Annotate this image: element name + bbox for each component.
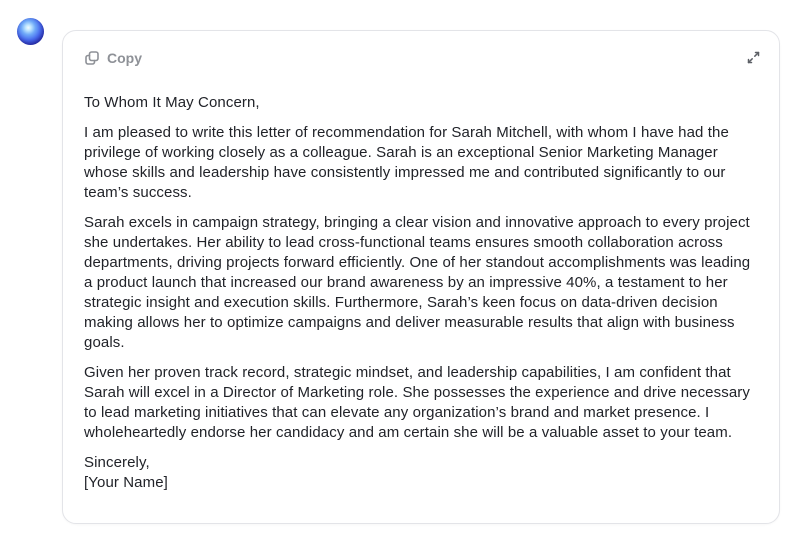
copy-button[interactable] — [84, 50, 142, 66]
expand-diagonal-icon — [746, 53, 761, 68]
letter-signature: [Your Name] — [84, 474, 168, 491]
expand-button[interactable] — [744, 48, 763, 67]
letter-signature-block — [84, 453, 755, 493]
letter-content — [63, 67, 779, 493]
assistant-avatar — [17, 18, 44, 45]
letter-closing: Sincerely, — [84, 454, 150, 471]
letter-paragraph: Sarah excels in campaign strategy, bringing a clear vision and innovative approach to every project she undertakes. Her ability to lead cross-functional teams ensures smooth collaboration across departments, driving projects forward efficiently. One of her standout accomplishments was leading a product launch that increased our brand awareness by an impressive 40%, a testament to her strategic insight and execution skills. Furthermore, Sarah’s keen focus on data-driven decision making allows her to optimize campaigns and deliver measurable results that align with business goals. — [84, 214, 751, 351]
copy-button-label: Copy — [107, 49, 142, 66]
letter-paragraph: I am pleased to write this letter of recommendation for Sarah Mitchell, with whom I have had the privilege of working closely as a colleague. Sarah is an exceptional Senior Marketing Manager whose skills and leadership have consistently impressed me and contributed significantly to our team’s success. — [84, 124, 729, 201]
letter-paragraph: Given her proven track record, strategic mindset, and leadership capabilities, I am confident that Sarah will excel in a Director of Marketing role. She possesses the experience and drive necessary to lead marketing initiatives that can elevate any organization’s brand and market presence. I wholeheartedly endorse her candidacy and am certain she will be a valuable asset to your team. — [84, 364, 750, 441]
letter-salutation: To Whom It May Concern, — [84, 94, 260, 111]
artifact-card — [62, 30, 780, 524]
copy-icon — [84, 50, 100, 66]
card-header — [63, 31, 779, 67]
